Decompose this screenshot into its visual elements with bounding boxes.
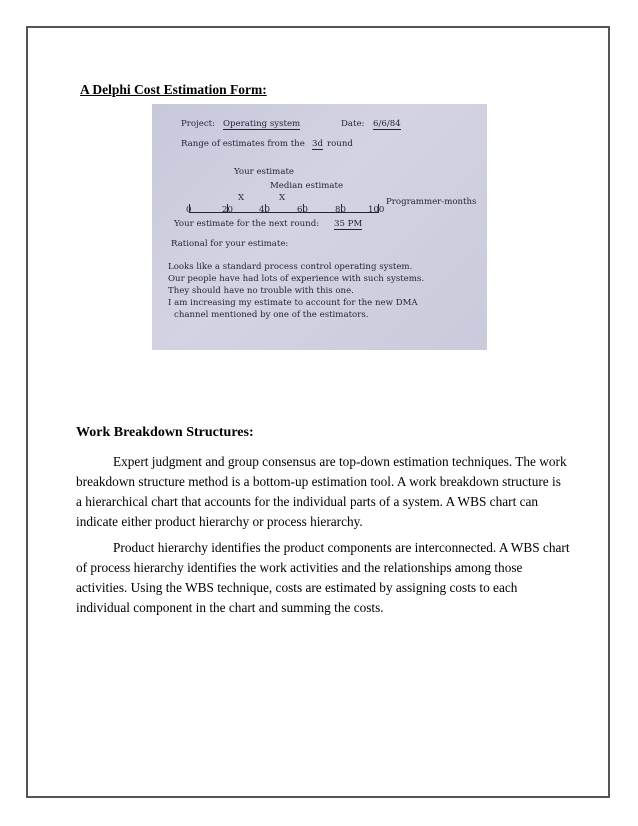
rationale-line: I am increasing my estimate to account for the new DMA xyxy=(168,298,418,308)
form-heading: A Delphi Cost Estimation Form: xyxy=(80,82,267,97)
median-estimate-marker: X xyxy=(279,193,286,203)
project-value: Operating system xyxy=(223,119,301,129)
body-paragraph: Expert judgment and group consensus are top-down estimation techniques. The work breakdown structure method is a bottom-up estimation tool. A work breakdown structure is a hierarchical chart that accounts for the individual parts of a system. A WBS chart can indicate either product hierarchy or process hierarchy. xyxy=(76,454,567,529)
scale-label-0: 0 xyxy=(186,205,192,215)
median-estimate-label: Median estimate xyxy=(270,181,344,191)
scale-label-100: 100 xyxy=(368,205,385,215)
scale-label-80: 80 xyxy=(335,205,346,215)
section-title: Work Breakdown Structures: xyxy=(76,425,254,440)
rationale-line: channel mentioned by one of the estimators. xyxy=(174,310,369,320)
scale-label-60: 60 xyxy=(297,205,308,215)
range-suffix: round xyxy=(327,139,353,149)
rationale-line: Looks like a standard process control operating system. xyxy=(168,262,413,272)
next-round-value: 35 PM xyxy=(334,219,363,229)
rationale-line: They should have no trouble with this one. xyxy=(168,286,354,296)
delphi-form-photo xyxy=(152,104,487,350)
range-prefix: Range of estimates from the xyxy=(181,139,305,149)
rationale-label: Rational for your estimate: xyxy=(171,239,289,249)
body-paragraph: Product hierarchy identifies the product components are interconnected. A WBS chart of process hierarchy identifies the work activities and the relationships among those activities. Using the WBS technique, costs are estimated by assigning costs to each individual component in the chart and summing the costs. xyxy=(76,540,570,615)
scale-unit: Programmer-months xyxy=(386,197,477,207)
rationale-line: Our people have had lots of experience with such systems. xyxy=(168,274,425,284)
next-round-label: Your estimate for the next round: xyxy=(174,219,320,229)
your-estimate-marker: X xyxy=(238,193,245,203)
date-label: Date: xyxy=(341,119,365,129)
date-value: 6/6/84 xyxy=(373,119,401,129)
scale-label-40: 40 xyxy=(259,205,270,215)
your-estimate-label: Your estimate xyxy=(234,167,294,177)
range-round: 3d xyxy=(312,139,323,149)
estimate-scale xyxy=(189,202,379,213)
scale-label-20: 20 xyxy=(222,205,233,215)
project-label: Project: xyxy=(181,119,215,129)
